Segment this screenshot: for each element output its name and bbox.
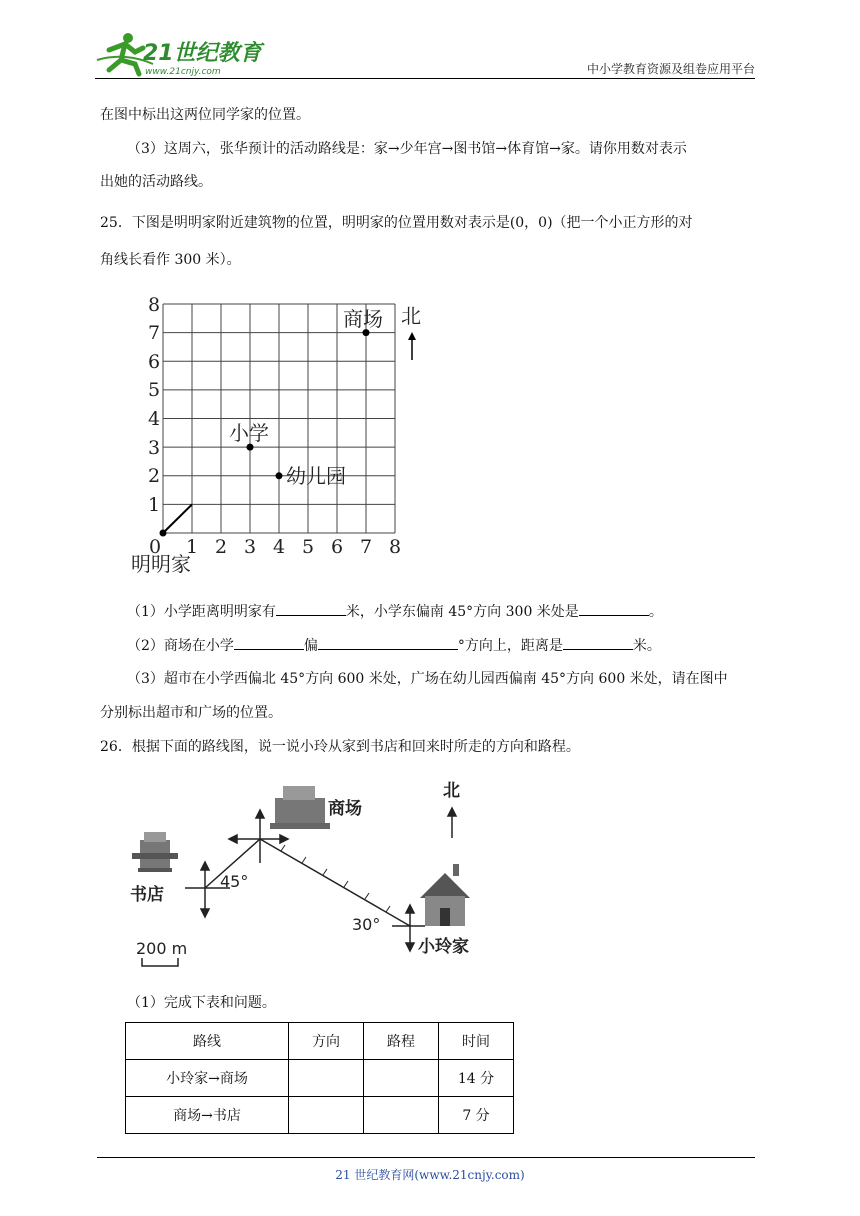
table-cell-answer[interactable] <box>364 1097 439 1134</box>
table-header-row <box>126 1023 514 1060</box>
y-tick: 5 <box>148 379 161 401</box>
answer-blank[interactable] <box>318 635 458 650</box>
question-25-2: （2）商场在小学 偏 °方向上，距离是 米。 <box>127 635 661 656</box>
y-tick: 4 <box>148 408 161 430</box>
angle-label: 45° <box>220 872 249 891</box>
logo <box>95 30 265 78</box>
answer-blank[interactable] <box>579 601 649 616</box>
table-cell: 商场→书店 <box>126 1097 289 1134</box>
angle-label: 30° <box>352 915 381 934</box>
question-26-1: （1）完成下表和问题。 <box>127 995 276 1011</box>
text-line: 在图中标出这两位同学家的位置。 <box>100 107 310 123</box>
point-kindergarten <box>276 472 283 479</box>
table-header: 路程 <box>364 1023 439 1060</box>
route-table <box>125 1022 514 1134</box>
text-line: （3）这周六，张华预计的活动路线是：家→少年宫→图书馆→体育馆→家。请你用数对表示 <box>127 141 687 157</box>
diagonal-segment <box>163 504 192 533</box>
answer-blank[interactable] <box>563 635 633 650</box>
y-tick: 8 <box>148 294 161 316</box>
answer-blank[interactable] <box>276 601 346 616</box>
header-tagline: 中小学教育资源及组卷应用平台 <box>586 62 755 76</box>
x-tick: 0 <box>149 536 162 558</box>
x-tick: 6 <box>331 536 344 558</box>
coordinate-grid-figure <box>125 290 445 580</box>
label-kindergarten: 幼儿园 <box>286 464 346 488</box>
table-row <box>126 1060 514 1097</box>
table-cell-answer[interactable] <box>289 1060 364 1097</box>
scale-bar <box>142 958 178 966</box>
y-tick: 6 <box>148 351 161 373</box>
logo-sub: www.21cnjy.com <box>145 67 221 77</box>
table-header: 方向 <box>289 1023 364 1060</box>
y-tick: 1 <box>148 494 161 516</box>
label-mall: 商场 <box>343 307 383 331</box>
table-cell-answer[interactable] <box>289 1097 364 1134</box>
scale-label: 200 m <box>136 939 188 958</box>
label-school: 小学 <box>229 421 269 445</box>
x-tick: 1 <box>186 536 199 558</box>
header-divider <box>95 78 755 79</box>
y-tick: 3 <box>148 437 161 459</box>
text-line: 出她的活动路线。 <box>100 174 212 190</box>
y-tick: 2 <box>148 465 161 487</box>
x-tick: 5 <box>302 536 315 558</box>
north-label: 北 <box>443 781 460 801</box>
label-home: 明明家 <box>131 552 191 576</box>
north-arrow-icon <box>408 332 416 360</box>
table-cell: 7 分 <box>439 1097 514 1134</box>
answer-blank[interactable] <box>234 635 304 650</box>
table-header: 时间 <box>439 1023 514 1060</box>
footer-text[interactable]: 21 世纪教育网(www.21cnjy.com) <box>335 1168 525 1182</box>
label-home: 小玲家 <box>418 937 469 957</box>
x-tick: 8 <box>389 536 402 558</box>
x-tick: 2 <box>215 536 228 558</box>
x-tick: 7 <box>360 536 373 558</box>
mall-icon <box>270 786 330 829</box>
question-25-cont: 角线长看作 300 米）。 <box>100 252 241 268</box>
route-map-figure <box>120 768 510 978</box>
x-tick: 4 <box>273 536 286 558</box>
y-tick: 7 <box>148 322 161 344</box>
question-25-3: （3）超市在小学西偏北 45°方向 600 米处，广场在幼儿园西偏南 45°方向 600 米处，请在图中 <box>127 671 728 687</box>
label-bookstore: 书店 <box>130 885 164 905</box>
route-mall-home <box>260 839 410 926</box>
north-label: 北 <box>401 304 421 328</box>
x-tick: 3 <box>244 536 257 558</box>
bookstore-icon <box>132 832 178 872</box>
table-row <box>126 1097 514 1134</box>
question-25: 25．下图是明明家附近建筑物的位置，明明家的位置用数对表示是(0，0)（把一个小正方形的对 <box>100 215 693 231</box>
table-cell: 小玲家→商场 <box>126 1060 289 1097</box>
question-25-3-cont: 分别标出超市和广场的位置。 <box>100 705 282 721</box>
question-26: 26．根据下面的路线图，说一说小玲从家到书店和回来时所走的方向和路程。 <box>100 739 580 755</box>
table-cell-answer[interactable] <box>364 1060 439 1097</box>
page-header <box>95 30 755 80</box>
point-home <box>160 530 167 537</box>
house-icon <box>420 864 470 926</box>
table-header: 路线 <box>126 1023 289 1060</box>
logo-text: 21世纪教育 <box>143 41 262 66</box>
table-cell: 14 分 <box>439 1060 514 1097</box>
question-25-1: （1）小学距离明明家有 米，小学东偏南 45°方向 300 米处是 。 <box>127 601 663 622</box>
footer-divider <box>97 1157 755 1158</box>
label-mall: 商场 <box>328 799 362 819</box>
